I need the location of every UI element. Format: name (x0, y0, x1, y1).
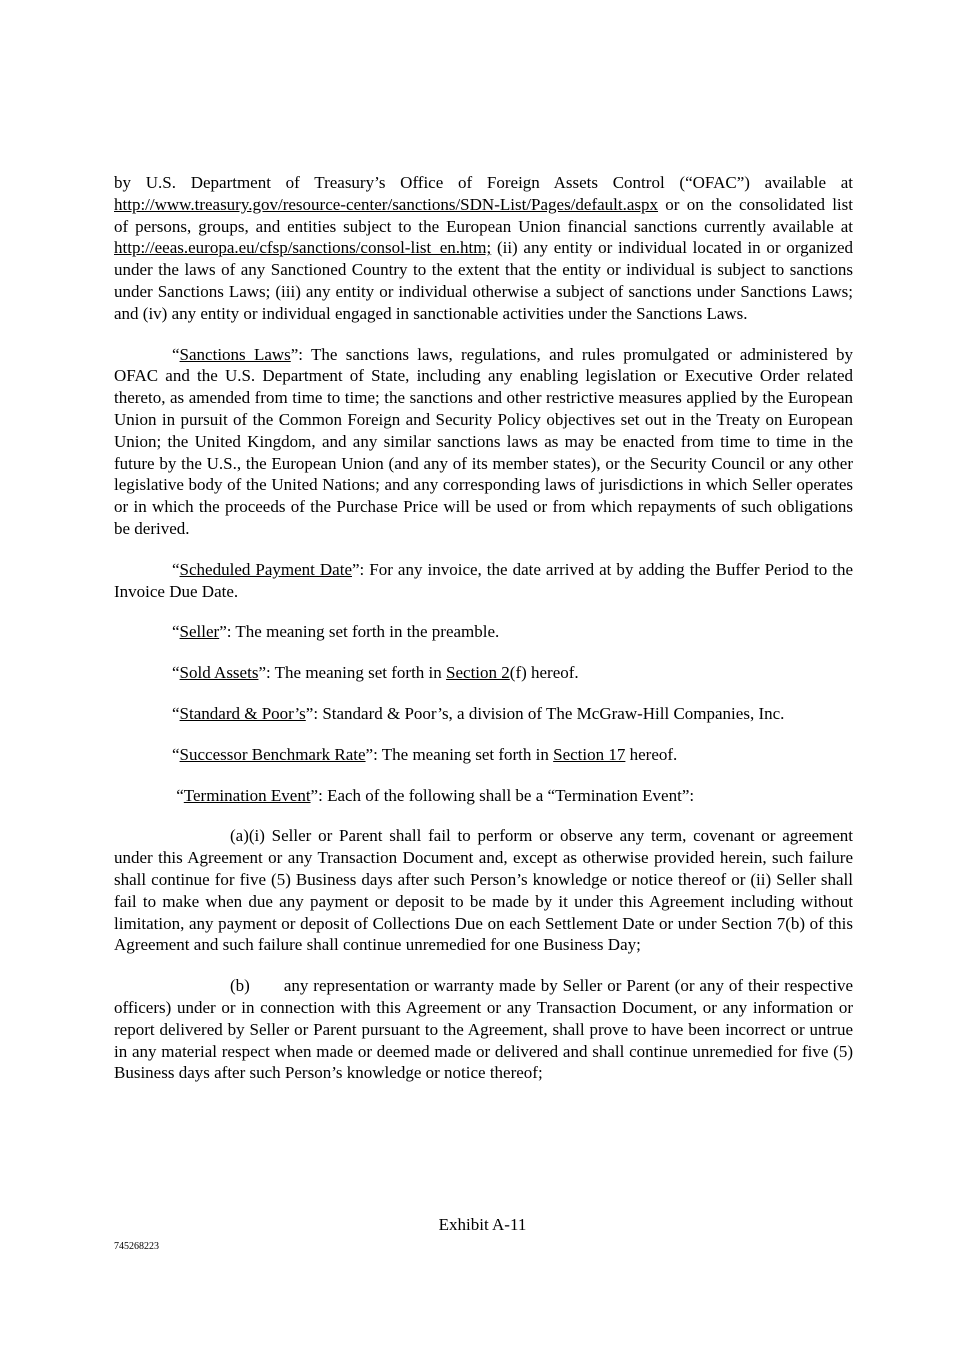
definition-standard-poors: “Standard & Poor’s”: Standard & Poor’s, a division of The McGraw-Hill Companies, Inc. (172, 703, 785, 723)
section-reference: Section 17 (553, 744, 626, 764)
clause-a: (a)(i) Seller or Parent shall fail to perform or observe any term, covenant or agreement under this Agreement or any Transaction Document and, except as otherwise provided herein, such failure shall continue for five (5) Business days after such Person’s knowledge or notice thereof or (ii) Seller shall fail to make when due any payment or deposit to be made by it under this Agreement including without limitation, any payment or deposit of Collections Due on each Settlement Date or under Section 7(b) of this Agreement and such failure shall continue unremedied for one Business Day; (114, 826, 853, 955)
definition-successor-benchmark-rate: “Successor Benchmark Rate”: The meaning set forth in Section 17 hereof. (172, 744, 678, 764)
clause-label: (b) (230, 976, 250, 996)
document-body (114, 172, 853, 1103)
defined-term: Scheduled Payment Date (179, 559, 352, 579)
page-number-label: Exhibit A-11 (438, 1215, 527, 1234)
document-id: 745268223 (114, 1241, 159, 1252)
defined-term: Seller (179, 622, 220, 642)
defined-term: Standard & Poor’s (179, 703, 306, 723)
definition-scheduled-payment-date: “Scheduled Payment Date”: For any invoice, the date arrived at by adding the Buffer Period to the Invoice Due Date. (114, 559, 853, 601)
defined-term: Termination Event (183, 785, 311, 805)
defined-term: Sold Assets (179, 663, 259, 683)
eeas-link[interactable]: http://eeas.europa.eu/cfsp/sanctions/consol-list_en.htm; (114, 238, 492, 258)
definition-sold-assets: “Sold Assets”: The meaning set forth in Section 2(f) hereof. (172, 663, 579, 683)
section-reference: Section 2 (446, 663, 510, 683)
defined-term: Sanctions Laws (179, 344, 291, 364)
defined-term: Successor Benchmark Rate (179, 744, 366, 764)
definition-termination-event: “Termination Event”: Each of the following shall be a “Termination Event”: (172, 785, 695, 805)
definition-sanctions-laws: “Sanctions Laws”: The sanctions laws, regulations, and rules promulgated or administered by OFAC and the U.S. Department of State, including any enabling legislation or Executive Order related thereto, as amended from time to time; the sanctions and other restrictive measures applied by the European Union in pursuit of the Common Foreign and Security Policy objectives set out in the Treaty on European Union; the United Kingdom, and any similar sanctions laws as may be enacted from time to time in the future by the U.S., the European Union (and any of its member states), or the Security Council or any other legislative body of the United Nations; and any corresponding laws of jurisdictions in which Seller operates or in which the proceeds of the Purchase Price will be used or from which repayments of such obligations be derived. (114, 344, 853, 538)
definition-seller: “Seller”: The meaning set forth in the preamble. (172, 622, 500, 642)
ofac-link[interactable]: http://www.treasury.gov/resource-center/sanctions/SDN-List/Pages/default.aspx (114, 194, 659, 214)
sanctioned-person-continuation: by U.S. Department of Treasury’s Office of Foreign Assets Control (“OFAC”) available at http://www.treasury.gov/resource-center/sanctions/SDN-List/Pages/default.aspx or on the consolidated list of persons, groups, and entities subject to the European Union financial sanctions currently available at http://eeas.europa.eu/cfsp/sanctions/consol-list_en.htm; (ii) any entity or individual located in or organized under the laws of any Sanctioned Country to the extent that the entity or individual is subject to sanctions under Sanctions Laws; (iii) any entity or individual otherwise a subject of sanctions under Sanctions Laws; and (iv) any entity or individual engaged in sanctionable activities under the Sanctions Laws. (114, 173, 853, 323)
clause-b: (b) any representation or warranty made by Seller or Parent (or any of their respective officers) under or in connection with this Agreement or any Transaction Document, or any information or report delivered by Seller or Parent pursuant to the Agreement, shall prove to have been incorrect or untrue in any material respect when made or deemed made or delivered and shall continue unremedied for five (5) Business days after such Person’s knowledge or notice thereof; (114, 976, 853, 1083)
